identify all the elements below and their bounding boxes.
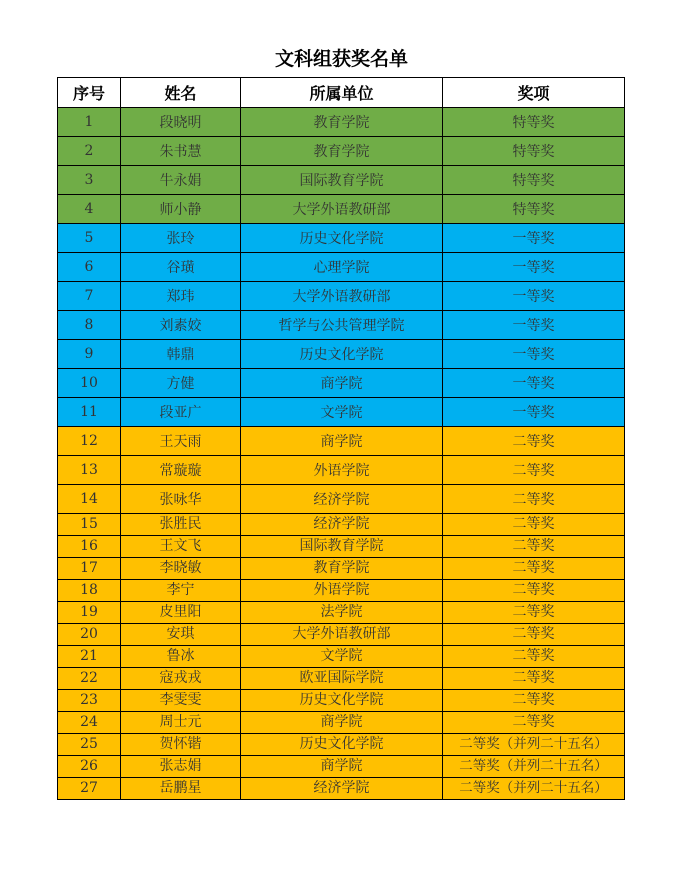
table-row: [58, 137, 625, 166]
cell-index: 8: [58, 311, 121, 340]
cell-award: 二等奖（并列二十五名）: [443, 778, 625, 800]
cell-award: 一等奖: [443, 253, 625, 282]
cell-award: 一等奖: [443, 340, 625, 369]
cell-unit: 历史文化学院: [241, 340, 443, 369]
table-row: [58, 690, 625, 712]
cell-award: 二等奖（并列二十五名）: [443, 734, 625, 756]
cell-unit: 大学外语教研部: [241, 195, 443, 224]
cell-award: 二等奖: [443, 456, 625, 485]
table-row: [58, 536, 625, 558]
table-row: [58, 580, 625, 602]
cell-unit: 历史文化学院: [241, 690, 443, 712]
cell-index: 21: [58, 646, 121, 668]
cell-name: 鲁冰: [121, 646, 241, 668]
cell-award: 特等奖: [443, 108, 625, 137]
table-row: [58, 224, 625, 253]
cell-unit: 历史文化学院: [241, 734, 443, 756]
table-row: [58, 602, 625, 624]
cell-index: 6: [58, 253, 121, 282]
cell-name: 段晓明: [121, 108, 241, 137]
table-row: [58, 398, 625, 427]
cell-unit: 历史文化学院: [241, 224, 443, 253]
cell-award: 特等奖: [443, 137, 625, 166]
table-row: [58, 166, 625, 195]
cell-unit: 教育学院: [241, 137, 443, 166]
cell-name: 贺怀锴: [121, 734, 241, 756]
award-table: [57, 77, 625, 800]
cell-award: 二等奖: [443, 558, 625, 580]
cell-award: 一等奖: [443, 398, 625, 427]
cell-index: 3: [58, 166, 121, 195]
cell-name: 常璇璇: [121, 456, 241, 485]
table-row: [58, 485, 625, 514]
cell-unit: 国际教育学院: [241, 536, 443, 558]
cell-unit: 商学院: [241, 756, 443, 778]
cell-index: 27: [58, 778, 121, 800]
cell-index: 10: [58, 369, 121, 398]
cell-name: 李晓敏: [121, 558, 241, 580]
cell-name: 牛永娟: [121, 166, 241, 195]
cell-name: 王文飞: [121, 536, 241, 558]
cell-unit: 欧亚国际学院: [241, 668, 443, 690]
cell-name: 张咏华: [121, 485, 241, 514]
table-row: [58, 558, 625, 580]
cell-unit: 商学院: [241, 427, 443, 456]
cell-name: 寇戎戎: [121, 668, 241, 690]
table-row: [58, 195, 625, 224]
cell-award: 二等奖: [443, 646, 625, 668]
cell-unit: 商学院: [241, 369, 443, 398]
cell-index: 14: [58, 485, 121, 514]
cell-name: 张志娟: [121, 756, 241, 778]
cell-name: 周士元: [121, 712, 241, 734]
cell-index: 22: [58, 668, 121, 690]
cell-award: 一等奖: [443, 282, 625, 311]
cell-index: 19: [58, 602, 121, 624]
table-row: [58, 427, 625, 456]
table-row: [58, 624, 625, 646]
cell-name: 段亚广: [121, 398, 241, 427]
cell-unit: 外语学院: [241, 580, 443, 602]
cell-unit: 法学院: [241, 602, 443, 624]
cell-name: 岳鹏星: [121, 778, 241, 800]
cell-unit: 经济学院: [241, 485, 443, 514]
cell-index: 25: [58, 734, 121, 756]
cell-index: 12: [58, 427, 121, 456]
cell-unit: 教育学院: [241, 558, 443, 580]
cell-index: 15: [58, 514, 121, 536]
cell-index: 2: [58, 137, 121, 166]
cell-index: 9: [58, 340, 121, 369]
cell-award: 一等奖: [443, 224, 625, 253]
table-row: [58, 340, 625, 369]
cell-award: 二等奖: [443, 712, 625, 734]
table-row: [58, 778, 625, 800]
cell-award: 二等奖: [443, 427, 625, 456]
cell-index: 4: [58, 195, 121, 224]
cell-name: 师小静: [121, 195, 241, 224]
cell-award: 二等奖（并列二十五名）: [443, 756, 625, 778]
cell-unit: 大学外语教研部: [241, 624, 443, 646]
table-row: [58, 646, 625, 668]
cell-index: 20: [58, 624, 121, 646]
cell-name: 王天雨: [121, 427, 241, 456]
cell-index: 16: [58, 536, 121, 558]
header-name: 姓名: [121, 78, 241, 108]
cell-index: 18: [58, 580, 121, 602]
cell-index: 17: [58, 558, 121, 580]
cell-unit: 经济学院: [241, 778, 443, 800]
table-row: [58, 108, 625, 137]
header-index: 序号: [58, 78, 121, 108]
table-row: [58, 282, 625, 311]
cell-unit: 心理学院: [241, 253, 443, 282]
cell-name: 张胜民: [121, 514, 241, 536]
cell-name: 郑玮: [121, 282, 241, 311]
cell-name: 李雯雯: [121, 690, 241, 712]
cell-index: 24: [58, 712, 121, 734]
cell-name: 谷璜: [121, 253, 241, 282]
table-body: [58, 108, 625, 800]
cell-index: 5: [58, 224, 121, 253]
cell-name: 朱书慧: [121, 137, 241, 166]
cell-award: 二等奖: [443, 536, 625, 558]
cell-name: 皮里阳: [121, 602, 241, 624]
cell-award: 二等奖: [443, 514, 625, 536]
cell-unit: 大学外语教研部: [241, 282, 443, 311]
cell-name: 张玲: [121, 224, 241, 253]
cell-index: 26: [58, 756, 121, 778]
cell-name: 刘素姣: [121, 311, 241, 340]
cell-unit: 国际教育学院: [241, 166, 443, 195]
header-unit: 所属单位: [241, 78, 443, 108]
table-row: [58, 734, 625, 756]
cell-unit: 经济学院: [241, 514, 443, 536]
cell-index: 23: [58, 690, 121, 712]
cell-award: 二等奖: [443, 580, 625, 602]
cell-award: 二等奖: [443, 668, 625, 690]
cell-index: 11: [58, 398, 121, 427]
cell-award: 一等奖: [443, 311, 625, 340]
cell-unit: 文学院: [241, 398, 443, 427]
header-award: 奖项: [443, 78, 625, 108]
cell-index: 13: [58, 456, 121, 485]
table-row: [58, 756, 625, 778]
cell-name: 李宁: [121, 580, 241, 602]
cell-name: 韩鼎: [121, 340, 241, 369]
cell-unit: 商学院: [241, 712, 443, 734]
table-row: [58, 514, 625, 536]
cell-unit: 外语学院: [241, 456, 443, 485]
cell-award: 二等奖: [443, 485, 625, 514]
cell-name: 方健: [121, 369, 241, 398]
table-row: [58, 668, 625, 690]
table-row: [58, 369, 625, 398]
cell-award: 特等奖: [443, 166, 625, 195]
cell-index: 7: [58, 282, 121, 311]
cell-award: 二等奖: [443, 602, 625, 624]
cell-index: 1: [58, 108, 121, 137]
cell-award: 特等奖: [443, 195, 625, 224]
table-row: [58, 712, 625, 734]
cell-name: 安琪: [121, 624, 241, 646]
table-row: [58, 311, 625, 340]
cell-award: 一等奖: [443, 369, 625, 398]
table-row: [58, 253, 625, 282]
table-header-row: [58, 78, 625, 108]
cell-unit: 哲学与公共管理学院: [241, 311, 443, 340]
cell-award: 二等奖: [443, 690, 625, 712]
page-title: 文科组获奖名单: [274, 48, 408, 70]
cell-unit: 文学院: [241, 646, 443, 668]
cell-unit: 教育学院: [241, 108, 443, 137]
cell-award: 二等奖: [443, 624, 625, 646]
table-row: [58, 456, 625, 485]
